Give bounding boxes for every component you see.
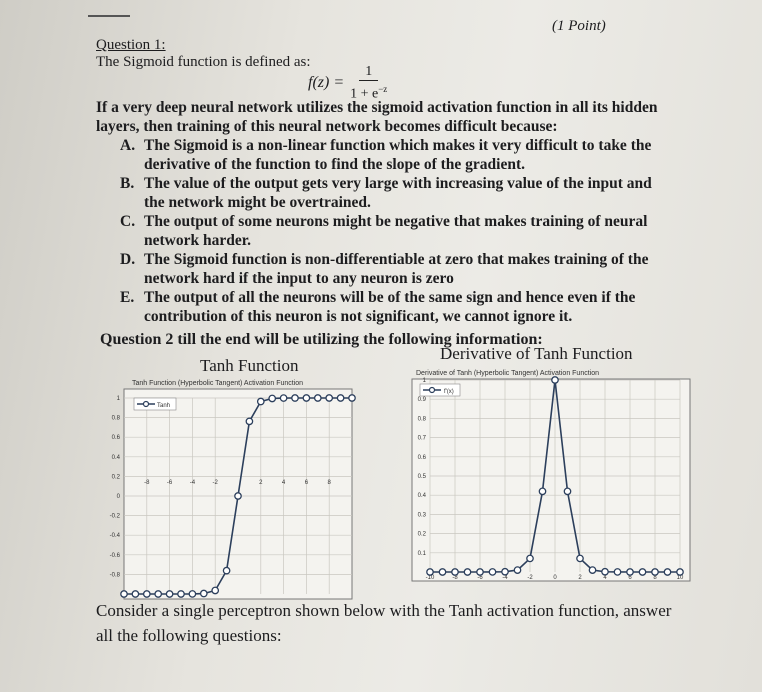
formula-exponent: −z xyxy=(378,84,388,94)
derivative-point xyxy=(489,569,495,575)
derivative-point xyxy=(627,569,633,575)
derivative-point xyxy=(439,569,445,575)
derivative-point xyxy=(464,569,470,575)
option-c-line2: network harder. xyxy=(144,232,252,249)
tanh-x-tick-label: -6 xyxy=(166,480,173,486)
section-intro: Question 2 till the end will be utilizing the following information: xyxy=(100,331,543,348)
derivative-point xyxy=(527,555,533,561)
derivative-y-tick-label: 0.1 xyxy=(417,550,426,557)
option-d-line2: network hard if the input to any neuron is zero xyxy=(144,270,454,287)
derivative-y-tick-label: 0.4 xyxy=(417,493,426,500)
derivative-heading: Derivative of Tanh Function xyxy=(440,344,633,363)
option-d[interactable]: D. The Sigmoid function is non-differentiable at zero that makes training of the xyxy=(120,251,649,268)
derivative-point xyxy=(677,569,683,575)
derivative-y-tick-label: 1 xyxy=(422,378,426,384)
tanh-point xyxy=(258,398,264,404)
derivative-point xyxy=(652,569,658,575)
derivative-legend-label: f'(x) xyxy=(444,389,454,395)
formula-lhs: f(z) = xyxy=(308,74,345,92)
tanh-point xyxy=(292,395,298,401)
derivative-point xyxy=(427,569,433,575)
tanh-y-tick-label: -0.8 xyxy=(109,572,120,579)
derivative-point xyxy=(664,569,670,575)
derivative-x-tick-label: 10 xyxy=(676,575,684,581)
tanh-point xyxy=(280,395,286,401)
tanh-x-tick-label: 6 xyxy=(304,480,309,486)
derivative-y-tick-label: 0.7 xyxy=(417,435,426,442)
derivative-x-tick-label: -4 xyxy=(502,575,508,581)
tanh-y-tick-label: -0.2 xyxy=(109,513,120,520)
tanh-point xyxy=(326,395,332,401)
option-a[interactable]: A. The Sigmoid is a non-linear function which makes it very difficult to take the xyxy=(120,137,652,154)
tanh-point xyxy=(349,395,355,401)
tanh-point xyxy=(121,591,127,597)
tanh-point xyxy=(235,493,241,499)
question-stem-line1: If a very deep neural network utilizes the sigmoid activation function in all its hidden xyxy=(96,99,658,116)
tanh-point xyxy=(223,567,229,573)
option-e-line2: contribution of this neuron is not significant, we cannot ignore it. xyxy=(144,308,573,325)
derivative-point xyxy=(602,569,608,575)
tanh-x-tick-label: 8 xyxy=(327,480,331,486)
tanh-x-tick-label: -2 xyxy=(212,480,218,486)
question-stem-line2: layers, then training of this neural network becomes difficult because: xyxy=(96,118,558,135)
derivative-y-tick-label: 0.8 xyxy=(417,416,426,423)
tanh-y-tick-label: -0.4 xyxy=(109,533,120,540)
derivative-y-tick-label: 0.5 xyxy=(417,474,426,480)
derivative-x-tick-label: 2 xyxy=(578,575,582,581)
tanh-y-tick-label: 0.2 xyxy=(111,474,120,481)
tanh-y-tick-label: 1 xyxy=(116,396,120,402)
tanh-point xyxy=(315,395,321,401)
tanh-point xyxy=(178,591,184,597)
derivative-point xyxy=(552,377,558,383)
tanh-x-tick-label: -8 xyxy=(144,480,150,486)
derivative-y-tick-label: 0.6 xyxy=(417,454,426,461)
tanh-point xyxy=(212,587,218,593)
question-title: Question 1: xyxy=(96,37,166,53)
derivative-x-tick-label: -6 xyxy=(477,575,483,581)
tanh-x-tick-label: 2 xyxy=(259,480,263,486)
tanh-point xyxy=(201,590,207,596)
tanh-point xyxy=(155,591,161,597)
derivative-y-tick-label: 0.9 xyxy=(417,397,426,404)
derivative-x-tick-label: -8 xyxy=(452,575,458,581)
formula-numerator: 1 xyxy=(359,64,378,81)
derivative-y-tick-label: 0.3 xyxy=(417,512,426,519)
option-c[interactable]: C. The output of some neurons might be negative that makes training of neural xyxy=(120,213,648,230)
derivative-x-tick-label: -10 xyxy=(425,575,435,581)
derivative-x-tick-label: 8 xyxy=(653,575,657,581)
footer-line1: Consider a single perceptron shown below with the Tanh activation function, answer xyxy=(96,601,672,620)
derivative-x-tick-label: -2 xyxy=(527,575,533,581)
option-b[interactable]: B. The value of the output gets very large with increasing value of the input and xyxy=(120,175,652,192)
derivative-point xyxy=(452,569,458,575)
tanh-y-tick-label: 0.4 xyxy=(111,454,120,461)
tanh-point xyxy=(246,418,252,424)
option-e[interactable]: E. The output of all the neurons will be of the same sign and hence even if the xyxy=(120,289,636,306)
derivative-x-tick-label: 4 xyxy=(603,575,607,581)
derivative-x-tick-label: 0 xyxy=(553,575,557,581)
derivative-chart-title: Derivative of Tanh (Hyperbolic Tangent) Activation Function xyxy=(416,370,600,377)
derivative-point xyxy=(589,567,595,573)
tanh-point xyxy=(132,591,138,597)
tanh-x-tick-label: -4 xyxy=(189,480,196,486)
derivative-point xyxy=(564,488,570,494)
tanh-point xyxy=(189,591,195,597)
derivative-point xyxy=(639,569,645,575)
tanh-point xyxy=(337,395,343,401)
tanh-point xyxy=(144,591,150,597)
derivative-point xyxy=(477,569,483,575)
option-a-line2: derivative of the function to find the slope of the gradient. xyxy=(144,156,526,173)
tanh-chart-title: Tanh Function (Hyperbolic Tangent) Activation Function xyxy=(132,380,304,387)
tanh-y-tick-label: 0 xyxy=(116,494,120,500)
derivative-point xyxy=(614,569,620,575)
tanh-legend xyxy=(134,398,176,410)
derivative-point xyxy=(539,488,545,494)
tanh-y-tick-label: -0.6 xyxy=(109,552,120,559)
derivative-legend xyxy=(420,384,460,396)
derivative-point xyxy=(577,555,583,561)
derivative-x-tick-label: 6 xyxy=(628,575,632,581)
points-label: (1 Point) xyxy=(552,18,606,34)
option-b-line2: the network might be overtrained. xyxy=(144,194,371,211)
tanh-heading: Tanh Function xyxy=(200,356,299,375)
tanh-point xyxy=(269,395,275,401)
derivative-y-tick-label: 0.2 xyxy=(417,531,426,538)
tanh-point xyxy=(303,395,309,401)
tanh-y-tick-label: 0.6 xyxy=(111,435,120,442)
tanh-y-tick-label: 0.8 xyxy=(111,415,120,422)
footer-line2: all the following questions: xyxy=(96,626,282,645)
formula-denominator: $1 + e^{-z}$ xyxy=(350,84,388,102)
tanh-legend-label: Tanh xyxy=(157,403,171,409)
intro-text: The Sigmoid function is defined as: xyxy=(96,54,311,70)
derivative-point xyxy=(502,569,508,575)
derivative-point xyxy=(514,567,520,573)
tanh-point xyxy=(166,591,172,597)
tanh-x-tick-label: 4 xyxy=(281,480,286,486)
